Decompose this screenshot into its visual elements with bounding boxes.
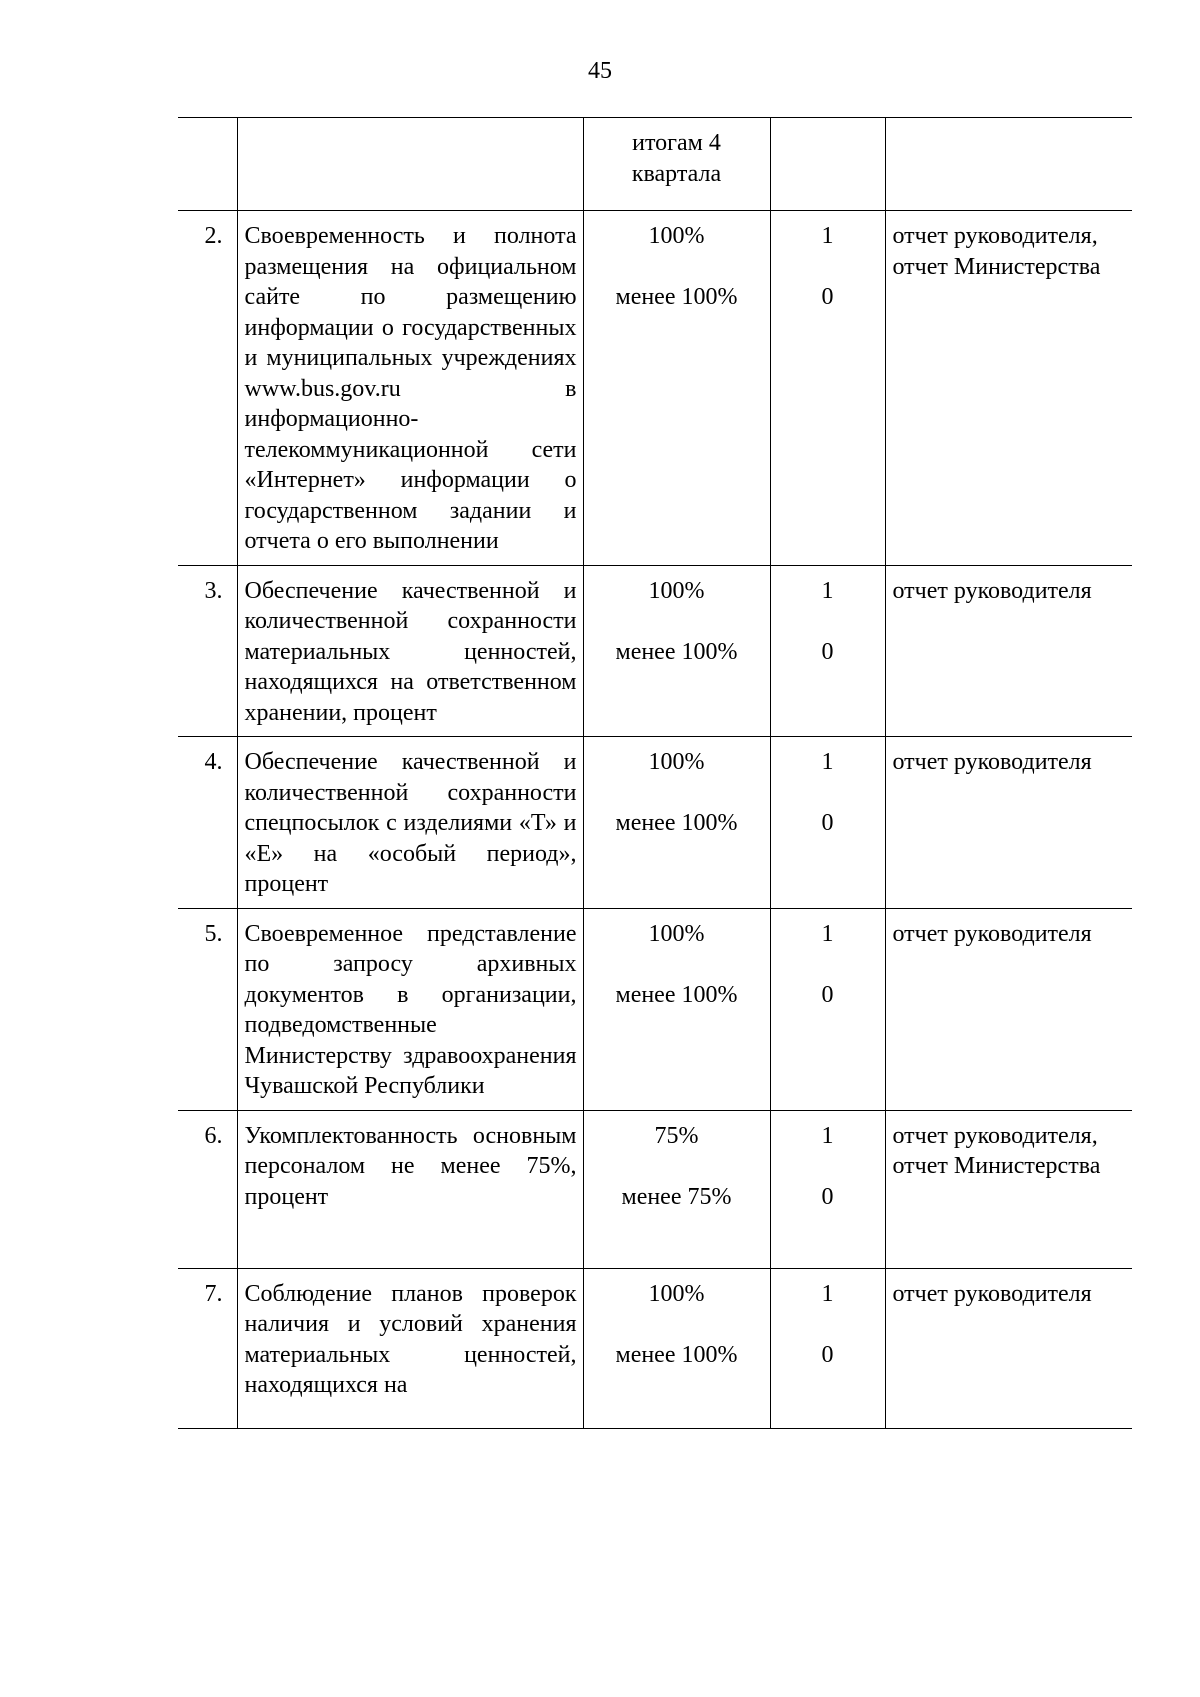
criterion-name — [237, 211, 583, 566]
score-less: 0 — [821, 1183, 834, 1210]
score-full: 1 — [821, 920, 834, 947]
criterion-text: Своевременное представление по запросу архивных документов в организации, подведомственные Министерству здравоохранения Чувашской Республики — [244, 920, 577, 1099]
criteria-table — [178, 117, 1132, 1429]
value-less: менее 100% — [615, 638, 738, 665]
table-row — [178, 1110, 1132, 1268]
value-less: менее 75% — [621, 1183, 732, 1210]
row-number: 5. — [178, 908, 237, 1110]
value-full: 100% — [648, 577, 705, 604]
row-number: 6. — [178, 1110, 237, 1268]
criterion-name — [237, 908, 583, 1110]
score-less: 0 — [821, 810, 834, 836]
value-less: менее 100% — [615, 981, 738, 1008]
score-full: 1 — [821, 223, 834, 249]
value-less: менее 100% — [615, 810, 738, 836]
score-cell — [770, 118, 885, 211]
score-less: 0 — [821, 284, 834, 310]
criterion-scores — [770, 1110, 885, 1268]
table-row — [178, 1268, 1132, 1428]
value-full: 100% — [648, 749, 705, 775]
row-number: 2. — [178, 211, 237, 566]
source-line: отчет руководителя, — [892, 1122, 1098, 1149]
table-continuation-row — [178, 118, 1132, 211]
page-number: 45 — [588, 58, 612, 84]
criterion-values — [583, 211, 770, 566]
criterion-text: Своевременность и полнота размещения на официальном сайте по размещению информации о государственных и муниципальных учреждениях www.bus.gov.ru в информационно-телекоммуникационной сети «Интернет» информации о государственном задании и отчета о его выполнении — [244, 223, 577, 554]
criterion-text: Обеспечение качественной и количественной сохранности материальных ценностей, находящихся на ответственном хранении, процент — [244, 577, 577, 726]
row-number: 3. — [178, 565, 237, 737]
criterion-source — [885, 1268, 1132, 1428]
criterion-name — [237, 737, 583, 909]
table-row — [178, 737, 1132, 909]
source-line: отчет руководителя — [892, 920, 1092, 947]
table-row — [178, 565, 1132, 737]
value-less: менее 100% — [615, 1341, 738, 1368]
criterion-scores — [770, 1268, 885, 1428]
criterion-text: Соблюдение планов проверок наличия и условий хранения материальных ценностей, находящихся на — [244, 1280, 577, 1398]
value-full: 100% — [648, 223, 705, 249]
criterion-scores — [770, 211, 885, 566]
criterion-source — [885, 211, 1132, 566]
score-full: 1 — [821, 1280, 834, 1307]
criterion-source — [885, 737, 1132, 909]
source-cell — [885, 118, 1132, 211]
criterion-values — [583, 565, 770, 737]
source-line: отчет Министерства — [892, 1153, 1101, 1179]
row-number: 4. — [178, 737, 237, 909]
source-line: отчет руководителя, — [892, 223, 1098, 249]
criterion-scores — [770, 565, 885, 737]
criterion-source — [885, 908, 1132, 1110]
criterion-text: Обеспечение качественной и количественной сохранности спецпосылок с изделиями «Т» и «Е» на «особый период», процент — [244, 749, 577, 897]
criterion-values — [583, 1110, 770, 1268]
criterion-scores — [770, 737, 885, 909]
value-full: 75% — [654, 1122, 699, 1149]
criterion-name — [237, 1268, 583, 1428]
criterion-scores — [770, 908, 885, 1110]
value-full: 100% — [648, 1280, 705, 1307]
source-line: отчет Министерства — [892, 253, 1101, 280]
header-continuation-line: итогам 4 — [632, 130, 721, 156]
header-continuation-line: квартала — [631, 160, 722, 187]
criterion-values — [583, 737, 770, 909]
criterion-values — [583, 1268, 770, 1428]
source-line: отчет руководителя — [892, 1280, 1092, 1307]
value-full: 100% — [648, 920, 705, 947]
criterion-name — [237, 565, 583, 737]
num-cell — [178, 118, 237, 211]
criterion-text: Укомплектованность основным персоналом не менее 75%, процент — [244, 1122, 577, 1210]
source-line: отчет руководителя — [892, 749, 1092, 775]
table-row — [178, 211, 1132, 566]
score-full: 1 — [821, 749, 834, 775]
score-full: 1 — [821, 1122, 834, 1149]
value-header-continuation — [583, 118, 770, 211]
criterion-source — [885, 1110, 1132, 1268]
name-cell — [237, 118, 583, 211]
score-less: 0 — [821, 1341, 834, 1368]
score-full: 1 — [821, 577, 834, 604]
source-line: отчет руководителя — [892, 577, 1092, 604]
row-number: 7. — [178, 1268, 237, 1428]
criterion-values — [583, 908, 770, 1110]
table-row — [178, 908, 1132, 1110]
score-less: 0 — [821, 981, 834, 1008]
criterion-source — [885, 565, 1132, 737]
criterion-name — [237, 1110, 583, 1268]
value-less: менее 100% — [615, 284, 738, 310]
score-less: 0 — [821, 638, 834, 665]
